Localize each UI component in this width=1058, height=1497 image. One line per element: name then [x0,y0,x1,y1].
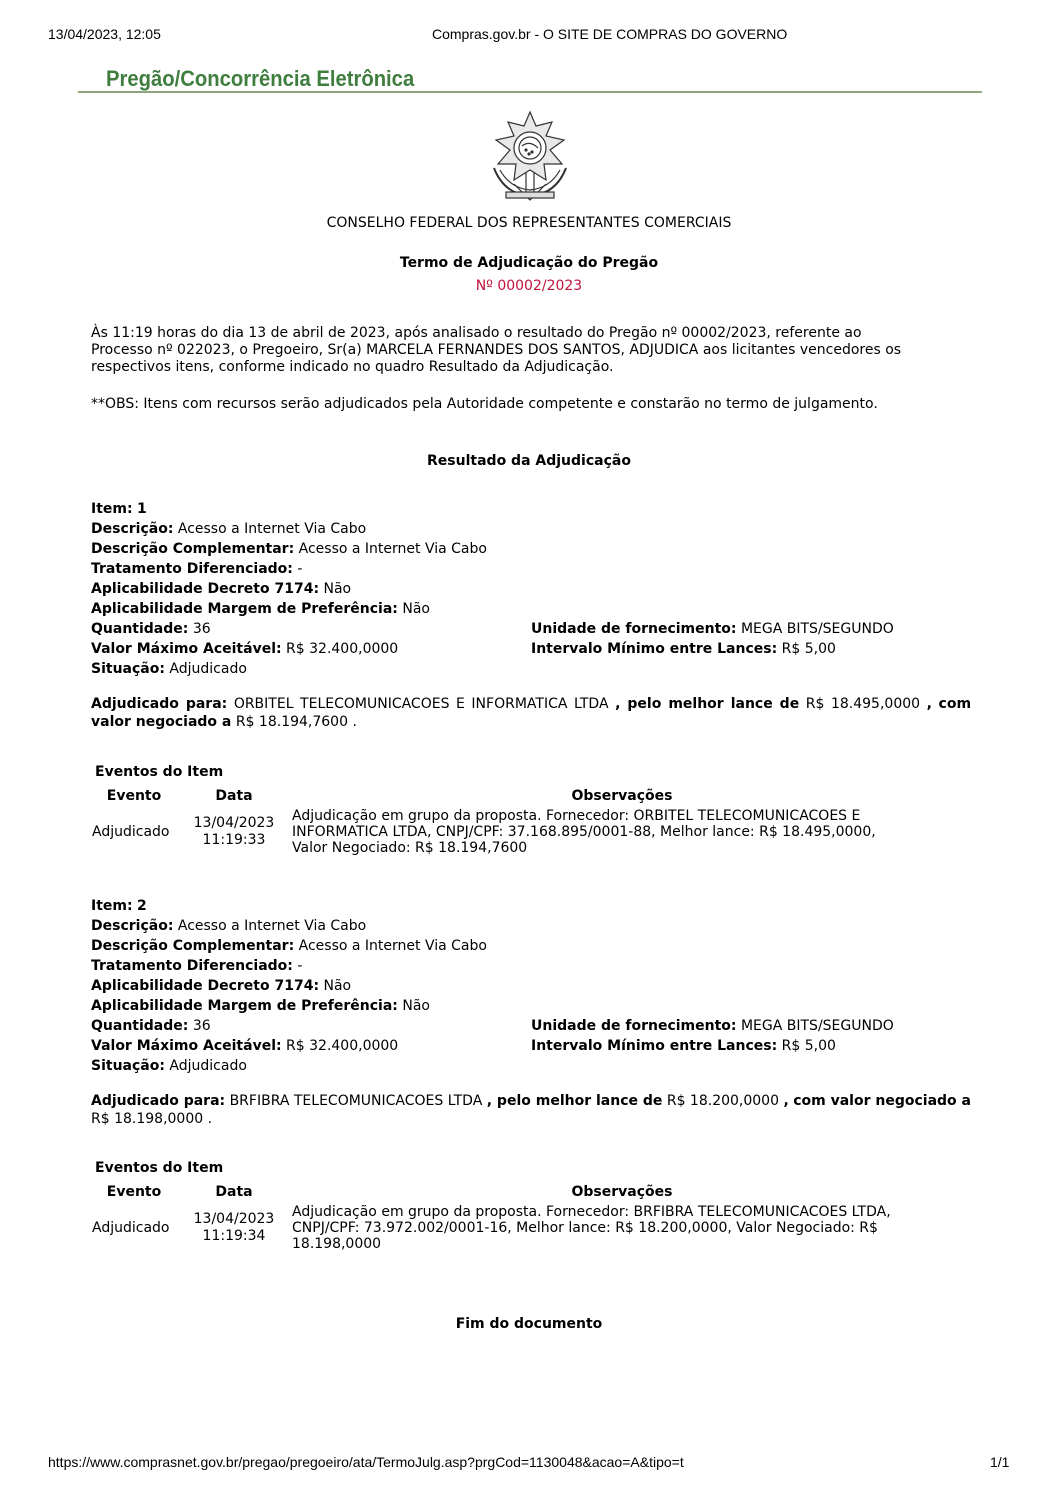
coat-of-arms-icon [484,108,576,204]
item-intervalo: Intervalo Mínimo entre Lances: R$ 5,00 [531,1038,836,1054]
item-valor-maximo: Valor Máximo Aceitável: R$ 32.400,0000 [91,1038,399,1054]
event-type: Adjudicado [92,1220,170,1236]
table-row [88,806,956,858]
title-divider [78,91,982,93]
eventos-heading: Eventos do Item [95,764,224,780]
col-data: Data [215,788,253,804]
print-site-title: Compras.gov.br - O SITE DE COMPRAS DO GOVERNO [432,26,788,42]
event-observation: Adjudicação em grupo da proposta. Fornecedor: BRFIBRA TELECOMUNICACOES LTDA, CNPJ/CPF: 73.972.002/0001-16, Melhor lance: R$ 18.200,0000, Valor Negociado: R$ 18.198,0000 [292,1204,891,1252]
result-heading: Resultado da Adjudicação [427,453,631,469]
intro-line: respectivos itens, conforme indicado no quadro Resultado da Adjudicação. [91,359,614,375]
item-quantidade: Quantidade: 36 [91,1018,211,1034]
item-situacao: Situação: Adjudicado [91,1058,247,1074]
event-observation: Adjudicação em grupo da proposta. Fornecedor: ORBITEL TELECOMUNICACOES E INFORMATICA LTDA, CNPJ/CPF: 37.168.895/0001-88, Melhor lance: R$ 18.495,0000, Valor Negociado: R$ 18.194,7600 [292,808,876,856]
page-title: Pregão/Concorrência Eletrônica [106,66,415,91]
item-decreto: Aplicabilidade Decreto 7174: Não [91,978,352,994]
organization-name: CONSELHO FEDERAL DOS REPRESENTANTES COMERCIAIS [326,215,732,231]
item-descricao-complementar: Descrição Complementar: Acesso a Internet Via Cabo [91,541,487,557]
item-descricao: Descrição: Acesso a Internet Via Cabo [91,521,367,537]
item-intervalo: Intervalo Mínimo entre Lances: R$ 5,00 [531,641,836,657]
item-tratamento: Tratamento Diferenciado: - [91,958,303,974]
table-row [88,1202,956,1254]
item-unidade: Unidade de fornecimento: MEGA BITS/SEGUNDO [531,621,894,637]
col-evento: Evento [106,788,162,804]
adjudicado-para: Adjudicado para: ORBITEL TELECOMUNICACOES E INFORMATICA LTDA , pelo melhor lance de R$ 18.495,0000 , com valor negociado a R$ 18.194,7600 . [91,696,972,730]
item-descricao: Descrição: Acesso a Internet Via Cabo [91,918,367,934]
item-valor-maximo: Valor Máximo Aceitável: R$ 32.400,0000 [91,641,399,657]
print-datetime: 13/04/2023, 12:05 [48,26,161,42]
event-type: Adjudicado [92,824,170,840]
adjudicado-para: Adjudicado para: BRFIBRA TELECOMUNICACOES LTDA , pelo melhor lance de R$ 18.200,0000 , com valor negociado a R$ 18.198,0000 . [91,1093,971,1127]
document-number: Nº 00002/2023 [475,278,583,294]
item-descricao-complementar: Descrição Complementar: Acesso a Internet Via Cabo [91,938,487,954]
events-table [88,1182,956,1254]
observation-note: **OBS: Itens com recursos serão adjudicados pela Autoridade competente e constarão no termo de julgamento. [91,396,878,412]
item-tratamento: Tratamento Diferenciado: - [91,561,303,577]
item-quantidade: Quantidade: 36 [91,621,211,637]
end-of-document: Fim do documento [455,1316,603,1332]
intro-line: Às 11:19 horas do dia 13 de abril de 2023, após analisado o resultado do Pregão nº 00002/2023, referente ao [91,325,862,341]
item-unidade: Unidade de fornecimento: MEGA BITS/SEGUNDO [531,1018,894,1034]
col-observacoes: Observações [571,1184,673,1200]
col-data: Data [215,1184,253,1200]
item-margem: Aplicabilidade Margem de Preferência: Não [91,998,430,1014]
item-situacao: Situação: Adjudicado [91,661,247,677]
col-observacoes: Observações [571,788,673,804]
col-evento: Evento [106,1184,162,1200]
print-url[interactable]: https://www.comprasnet.gov.br/pregao/pregoeiro/ata/TermoJulg.asp?prgCod=1130048&acao=A&tipo=t [48,1454,684,1470]
item-number: Item: 1 [91,501,147,517]
event-date: 13/04/2023 11:19:33 [193,815,275,848]
print-page-number: 1/1 [990,1454,1010,1470]
intro-line: Processo nº 022023, o Pregoeiro, Sr(a) MARCELA FERNANDES DOS SANTOS, ADJUDICA aos licitantes vencedores os [91,342,902,358]
intro-paragraph [91,325,971,376]
item-margem: Aplicabilidade Margem de Preferência: Não [91,601,430,617]
item-decreto: Aplicabilidade Decreto 7174: Não [91,581,352,597]
eventos-heading: Eventos do Item [95,1160,224,1176]
event-date: 13/04/2023 11:19:34 [193,1211,275,1244]
document-title: Termo de Adjudicação do Pregão [399,255,659,271]
events-table [88,786,956,858]
item-number: Item: 2 [91,898,147,914]
